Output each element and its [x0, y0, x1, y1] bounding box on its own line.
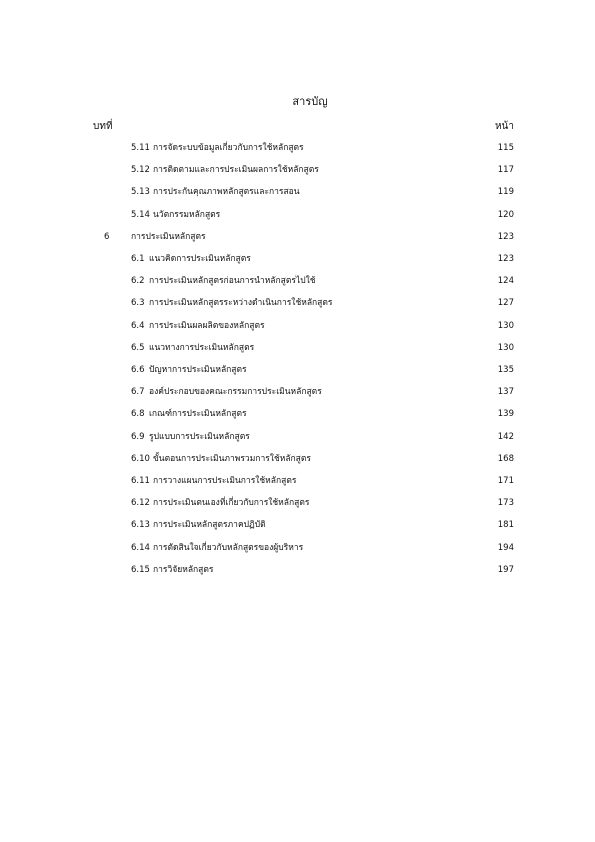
toc-entry-title: การจัดระบบข้อมูลเกี่ยวกับการใช้หลักสูตร: [153, 143, 304, 153]
toc-page-number: 117: [497, 165, 514, 176]
toc-section-number: 5.14: [131, 209, 150, 220]
toc-entry-title: การตัดสินใจเกี่ยวกับหลักสูตรของผู้บริหาร: [153, 542, 304, 553]
toc-entry: [0, 541, 595, 555]
toc-entry: [0, 208, 595, 222]
toc-section-number: 6.14: [131, 542, 150, 553]
toc-entry-title: ปัญหาการประเมินหลักสูตร: [149, 365, 247, 375]
toc-title: สารบัญ: [292, 95, 328, 108]
toc-entry: [0, 141, 595, 155]
toc-entry-title: การประเมินหลักสูตรก่อนการนำหลักสูตรไปใช้: [149, 276, 316, 287]
toc-section-number: 5.13: [131, 187, 150, 198]
toc-entry-title: แนวคิดการประเมินหลักสูตร: [149, 254, 251, 264]
toc-page-number: 120: [497, 209, 514, 220]
toc-section-number: 6.2: [131, 276, 145, 287]
toc-entry-title: การวิจัยหลักสูตร: [153, 564, 214, 575]
toc-entry-title: การประเมินหลักสูตรภาคปฏิบัติ: [153, 520, 266, 531]
toc-page-number: 194: [497, 542, 514, 553]
toc-entry: [0, 163, 595, 177]
toc-section-number: 6.15: [131, 564, 150, 575]
toc-entry: [0, 496, 595, 510]
toc-page-number: 130: [497, 320, 514, 331]
toc-entry: [0, 185, 595, 199]
toc-page-number: 197: [497, 564, 514, 575]
toc-section-number: 6.9: [131, 431, 145, 442]
toc-entry: [0, 230, 595, 244]
toc-page-number: 135: [497, 365, 514, 375]
toc-entry: [0, 296, 595, 310]
toc-page-number: 115: [497, 143, 514, 153]
toc-page-number: 130: [497, 342, 514, 353]
toc-section-number: 6.1: [131, 254, 145, 264]
toc-section-number: 5.11: [131, 143, 150, 153]
toc-section-number: 6.6: [131, 365, 145, 375]
toc-page-number: 181: [497, 520, 514, 531]
toc-page-number: 171: [497, 476, 514, 486]
toc-section-number: 6.5: [131, 342, 145, 353]
toc-entry-title: การติดตามและการประเมินผลการใช้หลักสูตร: [153, 165, 319, 176]
toc-entry-title: องค์ประกอบของคณะกรรมการประเมินหลักสูตร: [149, 387, 322, 398]
toc-entry-title: การประเมินผลผลิตของหลักสูตร: [149, 320, 265, 331]
toc-section-number: 6.7: [131, 387, 145, 398]
toc-entry: [0, 474, 595, 488]
toc-entry-title: รูปแบบการประเมินหลักสูตร: [149, 431, 250, 442]
toc-section-number: 6.12: [131, 498, 150, 509]
toc-section-number: 6.3: [131, 298, 145, 309]
toc-entry-title: แนวทางการประเมินหลักสูตร: [149, 342, 255, 353]
toc-page-number: 139: [497, 409, 514, 420]
toc-entry: [0, 319, 595, 333]
toc-entry-title: การประเมินหลักสูตร: [131, 231, 206, 242]
toc-entry: [0, 363, 595, 377]
toc-section-number: 6.10: [131, 453, 150, 464]
page-column-header: หน้า: [494, 121, 514, 132]
toc-entry-title: การประกันคุณภาพหลักสูตรและการสอน: [153, 187, 300, 198]
chapter-column-header: บทที่: [93, 121, 113, 132]
toc-page-number: 168: [497, 453, 514, 464]
toc-page-number: 123: [497, 231, 514, 242]
toc-entry: [0, 274, 595, 288]
toc-entry-title: นวัตกรรมหลักสูตร: [153, 209, 221, 220]
toc-entry: [0, 430, 595, 444]
toc-page-number: 142: [497, 431, 514, 442]
toc-entry-title: การประเมินตนเองที่เกี่ยวกับการใช้หลักสูตร: [153, 498, 310, 509]
toc-entry: [0, 252, 595, 266]
toc-section-number: 6.11: [131, 476, 150, 486]
toc-entry-title: การประเมินหลักสูตรระหว่างดำเนินการใช้หลักสูตร: [149, 298, 333, 309]
toc-entry: [0, 452, 595, 466]
toc-entry: [0, 341, 595, 355]
toc-entry: [0, 407, 595, 421]
toc-section-number: 5.12: [131, 165, 150, 176]
toc-page-number: 123: [497, 254, 514, 264]
toc-page-number: 137: [497, 387, 514, 398]
toc-page-number: 127: [497, 298, 514, 309]
toc-section-number: 6.8: [131, 409, 145, 420]
toc-page-number: 124: [497, 276, 514, 287]
toc-page-number: 173: [497, 498, 514, 509]
toc-entry-title: เกณฑ์การประเมินหลักสูตร: [149, 409, 247, 420]
toc-entry: [0, 563, 595, 577]
toc-section-number: 6.4: [131, 320, 145, 331]
toc-entry-title: การวางแผนการประเมินการใช้หลักสูตร: [153, 476, 297, 486]
toc-chapter-number: 6: [104, 231, 110, 242]
toc-page-number: 119: [497, 187, 514, 198]
toc-entry: [0, 518, 595, 532]
toc-entry: [0, 385, 595, 399]
toc-entry-title: ขั้นตอนการประเมินภาพรวมการใช้หลักสูตร: [153, 453, 311, 464]
toc-section-number: 6.13: [131, 520, 150, 531]
